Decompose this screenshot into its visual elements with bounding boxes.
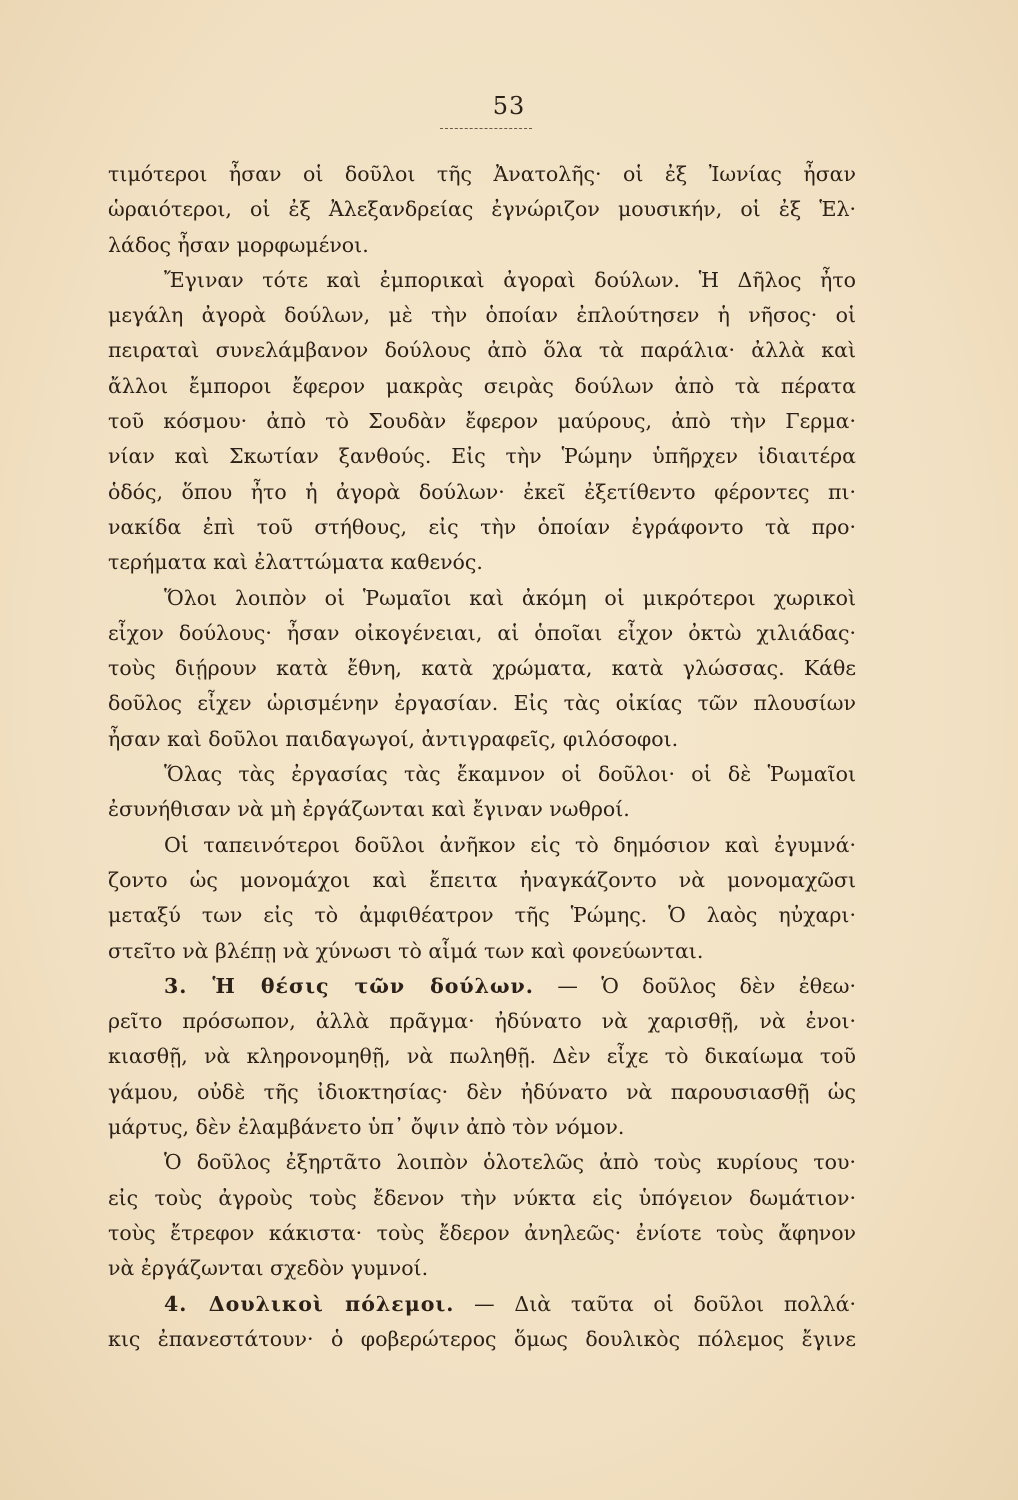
text-line (108, 439, 856, 474)
text-line (108, 792, 856, 827)
text-line (108, 369, 856, 404)
line-text: τερήματα καὶ ἐλαττώματα καθενός. (108, 550, 483, 575)
text-line (108, 333, 856, 368)
line-text: γάμου, οὐδὲ τῆς ἰδιοκτησίας· δὲν ἠδύνατο νὰ παρουσιασθῇ ὡς (108, 1079, 856, 1104)
line-text: κις ἐπανεστάτουν· ὁ φοβερώτερος ὅμως δουλικὸς πόλεμος ἔγινε (108, 1326, 856, 1351)
line-text: δοῦλος εἶχεν ὡρισμένην ἐργασίαν. Εἰς τὰς οἰκίας τῶν πλουσίων (108, 691, 856, 716)
line-text: μάρτυς, δὲν ἐλαμβάνετο ὑπ᾽ ὄψιν ἀπὸ τὸν νόμον. (108, 1115, 625, 1140)
line-text: μεταξύ των εἰς τὸ ἀμφιθέατρον τῆς Ῥώμης. Ὁ λαὸς ηὐχαρι· (108, 903, 856, 928)
text-line (108, 192, 856, 227)
line-text: Ὁ δοῦλος ἐξηρτᾶτο λοιπὸν ὁλοτελῶς ἀπὸ τοὺς κυρίους του· (164, 1150, 856, 1175)
line-text: ἄλλοι ἔμποροι ἔφερον μακρὰς σειρὰς δούλων ἀπὸ τὰ πέρατα (108, 373, 856, 398)
line-text: τοὺς διῄρουν κατὰ ἔθνη, κατὰ χρώματα, κατὰ γλώσσας. Κάθε (108, 656, 856, 681)
body-text (108, 157, 856, 1357)
text-line (108, 1110, 856, 1145)
line-text: πειραταὶ συνελάμβανον δούλους ἀπὸ ὅλα τὰ παράλια· ἀλλὰ καὶ (108, 338, 856, 363)
text-line (108, 1075, 856, 1110)
line-text: εἰς τοὺς ἀγροὺς τοὺς ἔδενον τὴν νύκτα εἰς ὑπόγειον δωμάτιον· (108, 1185, 856, 1210)
text-line (108, 863, 856, 898)
line-text: μεγάλη ἀγορὰ δούλων, μὲ τὴν ὁποίαν ἐπλούτησεν ἡ νῆσος· οἱ (108, 303, 856, 328)
text-line (108, 1181, 856, 1216)
line-text: τιμότεροι ἦσαν οἱ δοῦλοι τῆς Ἀνατολῆς· οἱ ἐξ Ἰωνίας ἦσαν (108, 162, 856, 186)
page-number-rule (440, 128, 532, 129)
text-line (108, 1322, 856, 1357)
text-line (108, 510, 856, 545)
text-line (108, 228, 856, 263)
line-text: ὡραιότεροι, οἱ ἐξ Ἀλεξανδρείας ἐγνώριζον μουσικήν, οἱ ἐξ Ἑλ· (108, 197, 856, 222)
text-line (108, 1251, 856, 1286)
line-text: εἶχον δούλους· ἦσαν οἰκογένειαι, αἱ ὁποῖαι εἶχον ὀκτὼ χιλιάδας· (108, 620, 856, 645)
text-line (108, 722, 856, 757)
line-text: Ἔγιναν τότε καὶ ἐμπορικαὶ ἀγοραὶ δούλων. Ἡ Δῆλος ἦτο (164, 267, 856, 292)
text-line (108, 1216, 856, 1251)
line-text: Ὅλας τὰς ἐργασίας τὰς ἔκαμνον οἱ δοῦλοι· οἱ δὲ Ῥωμαῖοι (164, 762, 856, 787)
text-line (108, 934, 856, 969)
text-line (108, 475, 856, 510)
line-text: στεῖτο νὰ βλέπῃ νὰ χύνωσι τὸ αἷμά των καὶ φονεύωνται. (108, 938, 704, 963)
line-text: ἐσυνήθισαν νὰ μὴ ἐργάζωνται καὶ ἔγιναν νωθροί. (108, 797, 630, 822)
line-text: — Διὰ ταῦτα οἱ δοῦλοι πολλά· (454, 1291, 856, 1316)
line-text: ἦσαν καὶ δοῦλοι παιδαγωγοί, ἀντιγραφεῖς, φιλόσοφοι. (108, 726, 679, 751)
text-line (108, 651, 856, 686)
line-text: τοὺς ἔτρεφον κάκιστα· τοὺς ἔδερον ἀνηλεῶς· ἐνίοτε τοὺς ἄφηνον (108, 1220, 856, 1245)
line-text: — Ὁ δοῦλος δὲν ἐθεω· (533, 973, 856, 998)
text-line (108, 581, 856, 616)
line-text: Ὅλοι λοιπὸν οἱ Ῥωμαῖοι καὶ ἀκόμη οἱ μικρότεροι χωρικοὶ (164, 585, 856, 610)
line-text: λάδος ἦσαν μορφωμένοι. (108, 232, 369, 257)
line-text: ὁδός, ὅπου ἦτο ἡ ἀγορὰ δούλων· ἐκεῖ ἐξετίθεντο φέροντες πι· (108, 479, 856, 504)
text-line (108, 1004, 856, 1039)
section-heading: 4. Δουλικοὶ πόλεμοι. (164, 1291, 455, 1316)
line-text: νὰ ἐργάζωνται σχεδὸν γυμνοί. (108, 1256, 429, 1281)
line-text: ρεῖτο πρόσωπον, ἀλλὰ πρᾶγμα· ἠδύνατο νὰ χαρισθῇ, νὰ ἐνοι· (108, 1009, 856, 1034)
line-text: Οἱ ταπεινότεροι δοῦλοι ἀνῆκον εἰς τὸ δημόσιον καὶ ἐγυμνά· (164, 832, 856, 857)
text-line (108, 298, 856, 333)
text-line (108, 616, 856, 651)
text-line (108, 1145, 856, 1180)
section-heading: 3. Ἡ θέσις τῶν δούλων. (164, 973, 534, 998)
text-line (108, 1039, 856, 1074)
text-line (108, 157, 856, 192)
line-text: τοῦ κόσμου· ἀπὸ τὸ Σουδὰν ἔφερον μαύρους, ἀπὸ τὴν Γερμα· (108, 409, 856, 434)
text-line (108, 263, 856, 298)
text-line (108, 898, 856, 933)
text-line (108, 545, 856, 580)
text-line (108, 757, 856, 792)
line-text: κιασθῇ, νὰ κληρονομηθῇ, νὰ πωληθῇ. Δὲν εἶχε τὸ δικαίωμα τοῦ (108, 1044, 856, 1069)
text-line (108, 969, 856, 1004)
text-line (108, 686, 856, 721)
text-line (108, 828, 856, 863)
line-text: νακίδα ἐπὶ τοῦ στήθους, εἰς τὴν ὁποίαν ἐγράφοντο τὰ προ· (108, 514, 856, 539)
text-line (108, 404, 856, 439)
line-text: ζοντο ὡς μονομάχοι καὶ ἔπειτα ἠναγκάζοντο νὰ μονομαχῶσι (108, 867, 856, 892)
line-text: νίαν καὶ Σκωτίαν ξανθούς. Εἰς τὴν Ῥώμην ὑπῆρχεν ἰδιαιτέρα (108, 444, 856, 469)
text-line (108, 1287, 856, 1322)
page-number: 53 (492, 92, 526, 120)
